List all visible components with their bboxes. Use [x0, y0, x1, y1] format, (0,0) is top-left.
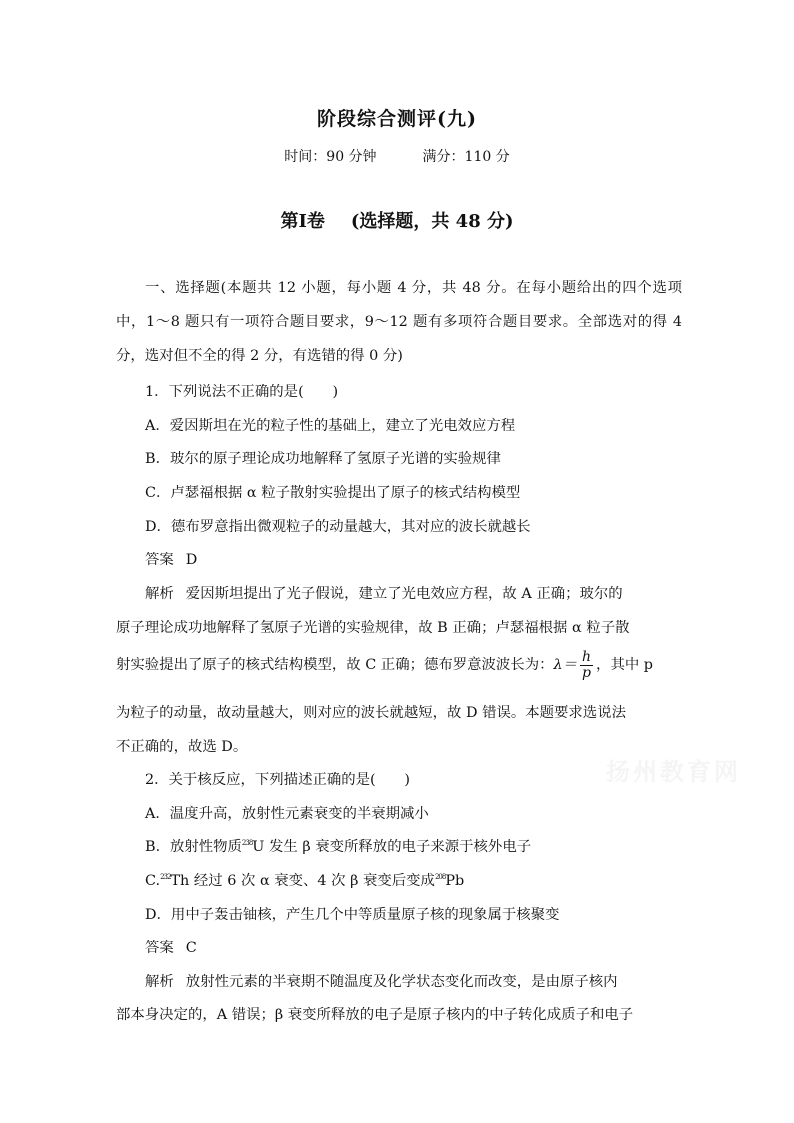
answer-label: 答案	[145, 552, 174, 568]
question-1-option-c: C．卢瑟福根据 α 粒子散射实验提出了原子的核式结构模型	[145, 485, 521, 501]
question-2-option-c	[116, 869, 715, 890]
question-1-option-b: B．玻尔的原子理论成功地解释了氢原子光谱的实验规律	[145, 451, 501, 467]
analysis-text: ，其中 p	[596, 657, 654, 673]
question-1-analysis-line-5: 不正确的，故选 D。	[116, 739, 248, 755]
question-2-analysis-line-2: 部本身决定的，A 错误；β 衰变所释放的电子是原子核内的中子转化成质子和电子	[116, 1007, 634, 1023]
question-1-option-a: A．爱因斯坦在光的粒子性的基础上，建立了光电效应方程	[145, 418, 516, 434]
fraction-h-over-p	[580, 650, 593, 681]
option-text: B．放射性物质	[145, 839, 242, 855]
question-1-analysis-line-3	[116, 645, 686, 685]
question-1-stem: 1．下列说法不正确的是( )	[145, 384, 339, 400]
analysis-label: 解析	[145, 974, 174, 990]
option-text: Pb	[445, 873, 465, 889]
question-1-option-d: D．德布罗意指出微观粒子的动量越大，其对应的波长就越长	[145, 519, 531, 535]
option-text: U 发生 β 衰变所释放的电子来源于核外电子	[252, 839, 532, 855]
answer-label: 答案	[145, 940, 174, 956]
option-text: C.	[145, 873, 161, 889]
question-1-answer	[116, 548, 715, 569]
answer-value: C	[185, 940, 197, 956]
section-heading	[0, 207, 794, 233]
exam-meta	[0, 146, 794, 166]
watermark: 扬州教育网	[606, 757, 741, 786]
exam-time: 时间：90 分钟	[284, 149, 377, 165]
fraction-numerator: h	[582, 648, 592, 665]
answer-value: D	[185, 552, 198, 568]
question-2-option-a: A．温度升高，放射性元素衰变的半衰期减小	[145, 806, 429, 822]
analysis-text: 放射性元素的半衰期不随温度及化学状态变化而改变，是由原子核内	[185, 974, 618, 990]
analysis-text: 爱因斯坦提出了光子假说，建立了光电效应方程，故 A 正确；玻尔的	[185, 586, 623, 602]
question-1-analysis-line-4: 为粒子的动量，故动量越大，则对应的波长就越短，故 D 错误。本题要求选说法	[116, 705, 626, 721]
option-text: Th 经过 6 次 α 衰变、4 次 β 衰变后变成	[170, 873, 435, 889]
exam-score: 满分：110 分	[422, 149, 510, 165]
page-title: 阶段综合测评(九)	[317, 108, 477, 130]
question-2-answer	[116, 936, 715, 957]
question-2-analysis-line-1	[116, 970, 715, 991]
isotope-mass-number: 232	[160, 873, 171, 881]
isotope-mass-number: 208	[434, 873, 446, 881]
question-1-analysis-line-1	[116, 582, 715, 603]
instructions-paragraph: 一、选择题(本题共 12 小题，每小题 4 分，共 48 分。在每小题给出的四个选项中，1～8 题只有一项符合题目要求，9～12 题有多项符合题目要求。全部选对的得 4 分，选对但不全的得 2 分，有选错的得 0 分)	[116, 280, 682, 364]
question-1-analysis-line-2: 原子理论成功地解释了氢原子光谱的实验规律，故 B 正确；卢瑟福根据 α 粒子散	[116, 620, 630, 636]
analysis-text: 射实验提出了原子的核式结构模型，故 C 正确；德布罗意波波长为：	[116, 657, 554, 673]
analysis-label: 解析	[145, 586, 174, 602]
question-2-option-b	[116, 835, 715, 856]
fraction-denominator: p	[582, 664, 592, 681]
section-desc: (选择题，共 48 分)	[350, 211, 514, 232]
section-part: 第Ⅰ卷	[280, 211, 325, 232]
question-2-option-d: D．用中子轰击铀核，产生几个中等质量原子核的现象属于核聚变	[145, 907, 560, 923]
question-2-stem: 2．关于核反应，下列描述正确的是( )	[145, 772, 411, 788]
formula-lhs: λ＝	[553, 657, 578, 673]
isotope-mass-number: 238	[241, 839, 253, 847]
